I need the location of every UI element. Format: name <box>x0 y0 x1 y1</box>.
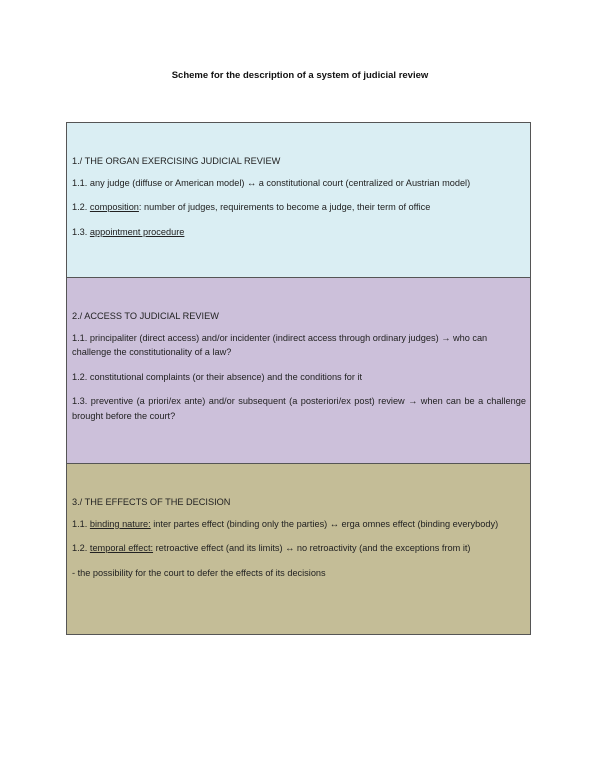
section-effects <box>66 464 531 635</box>
item-3-1: 1.1. binding nature: inter partes effect (binding only the parties) ↔ erga omnes effect (binding everybody) <box>72 518 499 529</box>
item-3-2: 1.2. temporal effect: retroactive effect (and its limits) ↔ no retroactivity (and the exceptions from it) <box>72 543 471 553</box>
item-2-3: 1.3. preventive (a priori/ex ante) and/or subsequent (a posteriori/ex post) review → when can be a challenge brought before the court? <box>72 396 526 421</box>
section-access <box>66 278 531 464</box>
section-heading: 1./ THE ORGAN EXERCISING JUDICIAL REVIEW <box>72 156 281 166</box>
page-title: Scheme for the description of a system of judicial review <box>171 70 429 81</box>
item-2-1: 1.1. principaliter (direct access) and/or incidenter (indirect access through ordinary judges) → who can challenge the constitutionality of a law? <box>72 332 488 357</box>
item-3-3: - the possibility for the court to defer the effects of its decisions <box>72 567 326 578</box>
item-2-2: 1.2. constitutional complaints (or their absence) and the conditions for it <box>72 371 363 382</box>
section-heading: 3./ THE EFFECTS OF THE DECISION <box>72 497 231 507</box>
item-1-2: 1.2. composition: number of judges, requirements to become a judge, their term of office <box>72 202 431 212</box>
item-1-1: 1.1. any judge (diffuse or American model) ↔ a constitutional court (centralized or Austrian model) <box>72 177 471 188</box>
item-1-3: 1.3. appointment procedure <box>72 226 185 237</box>
section-heading: 2./ ACCESS TO JUDICIAL REVIEW <box>72 311 219 321</box>
section-organ <box>66 122 531 278</box>
